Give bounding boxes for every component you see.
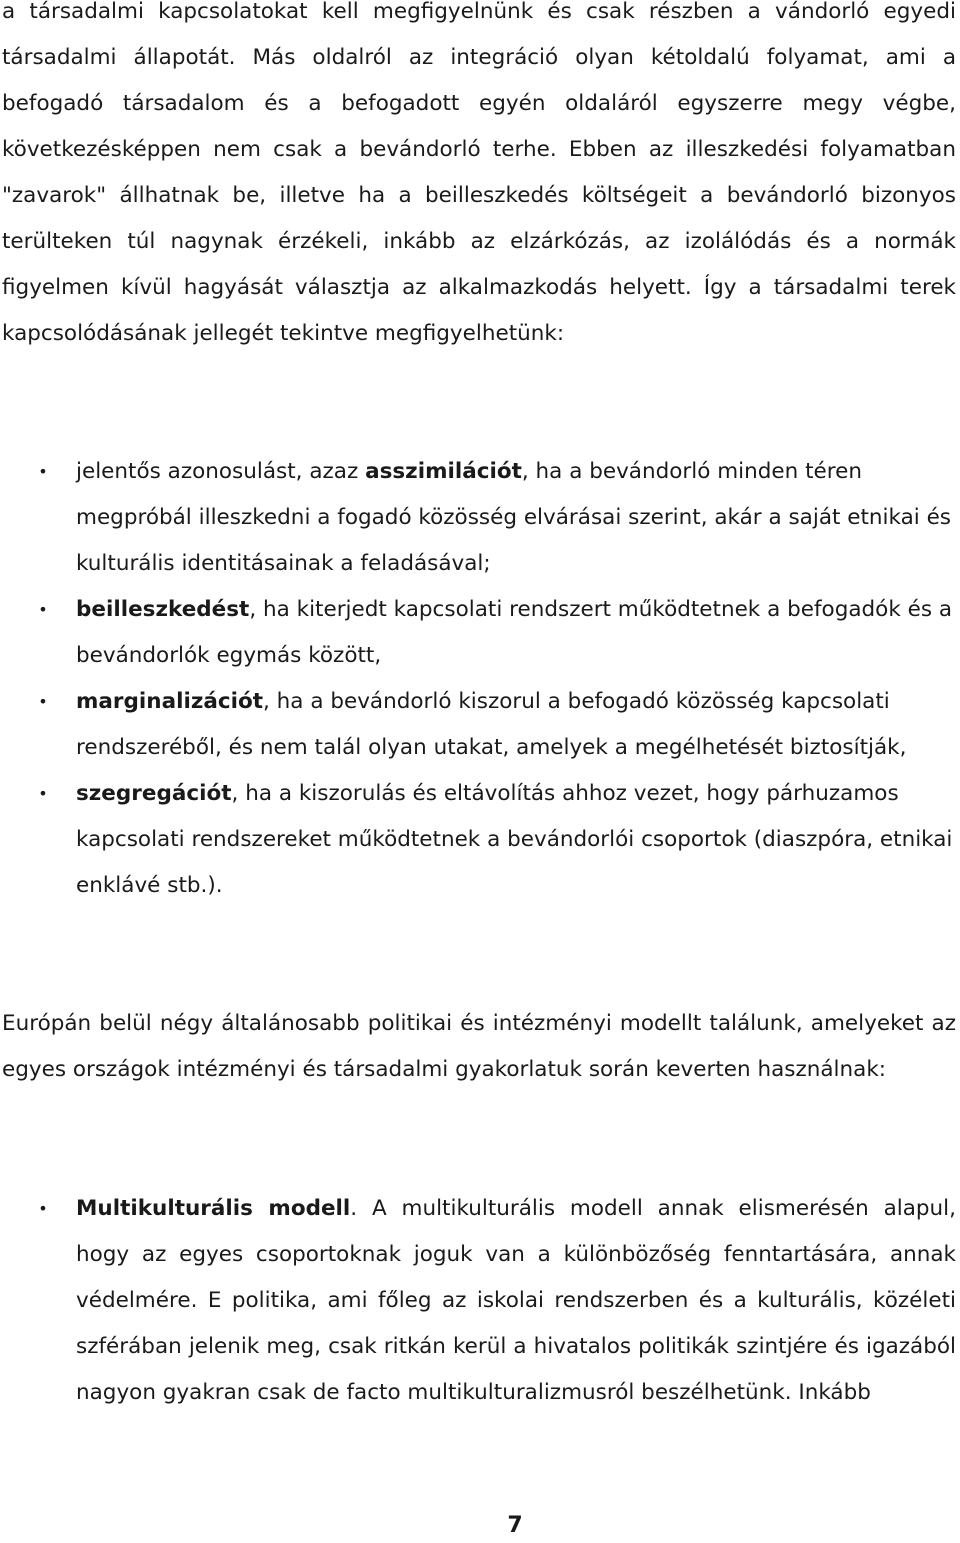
term-multikulturalis-modell: Multikulturális modell xyxy=(76,1196,351,1221)
list-item xyxy=(0,449,956,587)
paragraph-models-intro: Európán belül négy általánosabb politikai és intézményi modellt találunk, amelyeket az egyes országok intézményi és társadalmi gyakorlatuk során keverten használnak: xyxy=(2,1011,956,1082)
list-item xyxy=(0,679,956,771)
list-item-text: Multikulturális modell. A multikulturális modell annak elismerésén alapul, hogy az egyes csoportoknak joguk van a különbözőség fenntartására, annak védelmére. E politika, ami főleg az iskolai rendszerben és a kulturális, közéleti szférában jelenik meg, csak ritkán kerül a hivatalos politikák szintjére és igazából nagyon gyakran csak de facto multikulturalizmusról beszélhetünk. Inkább xyxy=(76,1196,956,1405)
list-item-text: jelentős azonosulást, azaz asszimilációt, ha a bevándorló minden téren megpróbál illeszkedni a fogadó közösség elvárásai szerint, akár a saját etnikai és kulturális identitásainak a feladásával; xyxy=(76,459,952,576)
list-item xyxy=(0,587,956,679)
bullet-icon: • xyxy=(38,692,48,711)
paragraph-intro: a társadalmi kapcsolatokat kell megfigyelnünk és csak részben a vándorló egyedi társadalmi állapotát. Más oldalról az integráció olyan kétoldalú folyamat, ami a befogadó társadalom és a befogadott egyén oldaláról egyszerre megy végbe, következésképpen nem csak a bevándorló terhe. Ebben az illeszkedési folyamatban "zavarok" állhatnak be, illetve ha a beilleszkedés költségeit a bevándorló bizonyos terülteken túl nagynak érzékeli, inkább az elzárkózás, az izolálódás és a normák figyelmen kívül hagyását választja az alkalmazkodás helyett. Így a társadalmi terek kapcsolódásának jellegét tekintve megfigyelhetünk: xyxy=(2,0,956,346)
policy-models-list xyxy=(0,1186,956,1416)
integration-types-list xyxy=(0,449,956,909)
bullet-icon: • xyxy=(38,1199,48,1218)
term-asszimilacio: asszimilációt xyxy=(365,459,522,484)
page-number: 7 xyxy=(507,1513,523,1538)
term-beilleszkedes: beilleszkedést xyxy=(76,597,250,622)
bullet-icon: • xyxy=(38,600,48,619)
list-item-text: szegregációt, ha a kiszorulás és eltávolítás ahhoz vezet, hogy párhuzamos kapcsolati rendszereket működtetnek a bevándorlói csoportok (diaszpóra, etnikai enklávé stb.). xyxy=(76,781,953,898)
list-item-text: marginalizációt, ha a bevándorló kiszorul a befogadó közösség kapcsolati rendszeréből, és nem talál olyan utakat, amelyek a megélhetését biztosítják, xyxy=(76,689,907,760)
list-item-text: beilleszkedést, ha kiterjedt kapcsolati rendszert működtetnek a befogadók és a bevándorlók egymás között, xyxy=(76,597,953,668)
term-szegregacio: szegregációt xyxy=(76,781,232,806)
bullet-icon: • xyxy=(38,784,48,803)
term-marginalizacio: marginalizációt xyxy=(76,689,264,714)
list-item xyxy=(0,771,956,909)
bullet-icon: • xyxy=(38,462,48,481)
list-item xyxy=(0,1186,956,1416)
